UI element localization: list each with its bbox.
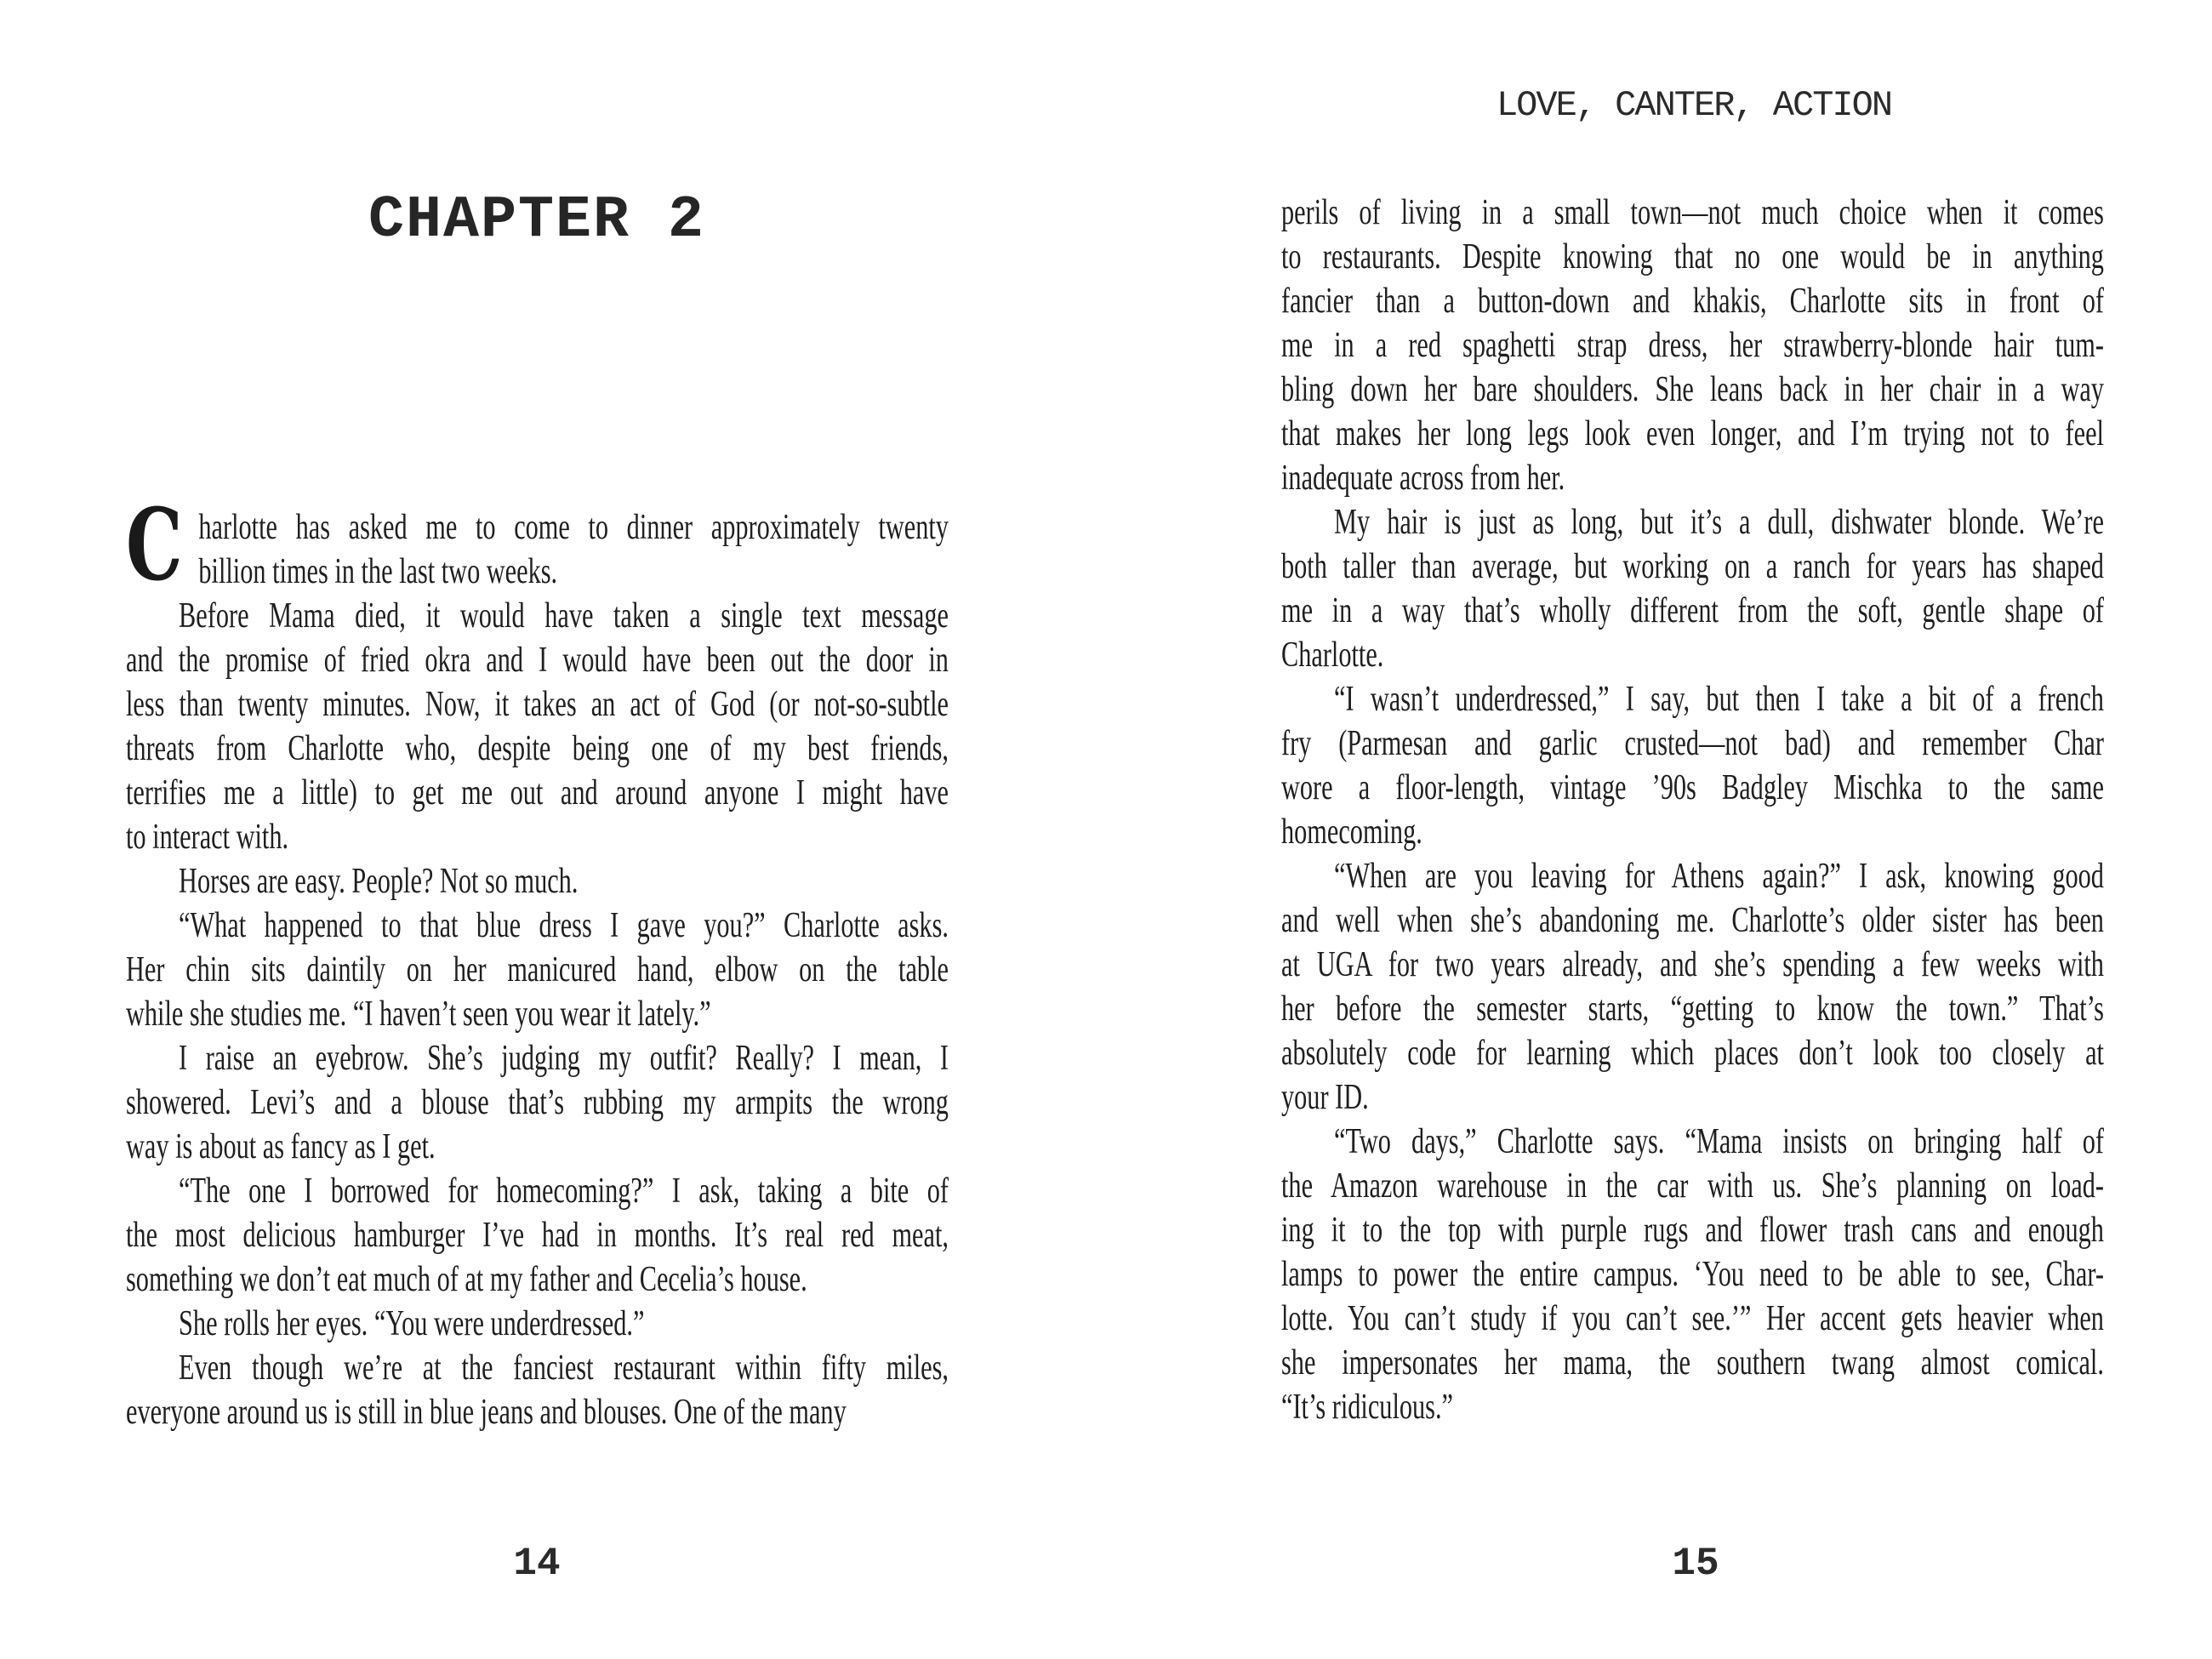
left-page-text-column: [126, 487, 949, 1434]
text-line: her before the semester starts, “getting to know the town.” That’s: [1281, 989, 2104, 1029]
text-line: at UGA for two years already, and she’s spending a few weeks with: [1281, 945, 2104, 984]
text-line: terrifies me a little) to get me out and around anyone I might have: [126, 773, 949, 812]
paragraph: [126, 904, 949, 1036]
text-line: “What happened to that blue dress I gave you?” Charlotte asks.: [179, 906, 949, 945]
drop-cap: C: [126, 487, 183, 603]
paragraph: [126, 1169, 949, 1302]
text-line: Her chin sits daintily on her manicured hand, elbow on the table: [126, 950, 949, 989]
text-line: lotte. You can’t study if you can’t see.’” Her accent gets heavier when: [1281, 1299, 2104, 1338]
paragraph: [126, 1036, 949, 1169]
text-line: your ID.: [1281, 1078, 1369, 1117]
text-line: Horses are easy. People? Not so much.: [179, 862, 579, 901]
paragraph: [126, 487, 949, 603]
text-line: to interact with.: [126, 818, 289, 857]
text-line: and the promise of fried okra and I would have been out the door in: [126, 641, 949, 680]
chapter-heading: CHAPTER 2: [368, 187, 706, 254]
text-line: My hair is just as long, but it’s a dull, dishwater blonde. We’re: [1334, 503, 2104, 542]
paragraph: [1281, 677, 2104, 854]
paragraph: [1281, 854, 2104, 1120]
page-number-right: 15: [1672, 1542, 1719, 1586]
text-line: less than twenty minutes. Now, it takes an act of God (or not-so-subtle: [126, 685, 949, 724]
text-line: “It’s ridiculous.”: [1281, 1388, 1454, 1427]
paragraph: [126, 859, 949, 904]
text-line: while she studies me. “I haven’t seen you wear it lately.”: [126, 995, 711, 1034]
paragraph: [126, 1346, 949, 1434]
text-line: that makes her long legs look even longer, and I’m trying not to feel: [1281, 414, 2104, 453]
paragraph: [1281, 191, 2104, 500]
text-line: Even though we’re at the fanciest restaurant within fifty miles,: [179, 1348, 949, 1388]
text-line: Charlotte.: [1281, 636, 1384, 675]
text-line: billion times in the last two weeks.: [198, 552, 558, 591]
text-line: me in a red spaghetti strap dress, her strawberry-blonde hair tum-: [1281, 326, 2104, 365]
paragraph: [126, 1302, 949, 1346]
text-line: something we don’t eat much of at my father and Cecelia’s house.: [126, 1260, 807, 1299]
text-line: ing it to the top with purple rugs and flower trash cans and enough: [1281, 1211, 2104, 1250]
text-line: fancier than a button-down and khakis, Charlotte sits in front of: [1281, 282, 2104, 321]
text-line: “I wasn’t underdressed,” I say, but then I take a bit of a french: [1334, 680, 2104, 719]
page-number-left: 14: [513, 1542, 561, 1586]
text-line: She rolls her eyes. “You were underdressed.”: [179, 1304, 645, 1343]
text-line: everyone around us is still in blue jeans and blouses. One of the many: [126, 1393, 847, 1432]
text-line: to restaurants. Despite knowing that no one would be in anything: [1281, 237, 2104, 276]
text-line: showered. Levi’s and a blouse that’s rubbing my armpits the wrong: [126, 1083, 949, 1122]
text-line: “Two days,” Charlotte says. “Mama insists on bringing half of: [1334, 1122, 2104, 1161]
text-line: “The one I borrowed for homecoming?” I ask, taking a bite of: [179, 1172, 949, 1211]
text-line: me in a way that’s wholly different from the soft, gentle shape of: [1281, 591, 2104, 630]
text-line: harlotte has asked me to come to dinner approximately twenty: [198, 508, 949, 547]
text-line: homecoming.: [1281, 812, 1422, 852]
text-line: perils of living in a small town—not much choice when it comes: [1281, 193, 2104, 232]
running-header: LOVE, CANTER, ACTION: [1496, 85, 1892, 126]
text-line: the most delicious hamburger I’ve had in months. It’s real red meat,: [126, 1216, 949, 1255]
text-line: absolutely code for learning which places don’t look too closely at: [1281, 1034, 2104, 1073]
paragraph: [1281, 1120, 2104, 1429]
text-line: threats from Charlotte who, despite being one of my best friends,: [126, 729, 949, 768]
text-line: way is about as fancy as I get.: [126, 1127, 436, 1166]
paragraph: [1281, 500, 2104, 677]
text-line: and well when she’s abandoning me. Charlotte’s older sister has been: [1281, 901, 2104, 940]
text-line: lamps to power the entire campus. ‘You need to be able to see, Char-: [1281, 1255, 2104, 1294]
text-line: inadequate across from her.: [1281, 459, 1565, 498]
text-line: wore a floor-length, vintage ’90s Badgley Mischka to the same: [1281, 768, 2104, 807]
text-line: I raise an eyebrow. She’s judging my outfit? Really? I mean, I: [179, 1039, 949, 1078]
text-line: Before Mama died, it would have taken a single text message: [179, 596, 949, 636]
right-page-text-column: [1281, 191, 2104, 1429]
text-line: the Amazon warehouse in the car with us. She’s planning on load-: [1281, 1166, 2104, 1206]
paragraph: [126, 594, 949, 859]
text-line: “When are you leaving for Athens again?” I ask, knowing good: [1334, 857, 2104, 896]
text-line: bling down her bare shoulders. She leans back in her chair in a way: [1281, 370, 2104, 409]
text-line: fry (Parmesan and garlic crusted—not bad) and remember Char: [1281, 724, 2104, 763]
text-line: both taller than average, but working on a ranch for years has shaped: [1281, 547, 2104, 586]
text-line: she impersonates her mama, the southern twang almost comical.: [1281, 1343, 2104, 1382]
